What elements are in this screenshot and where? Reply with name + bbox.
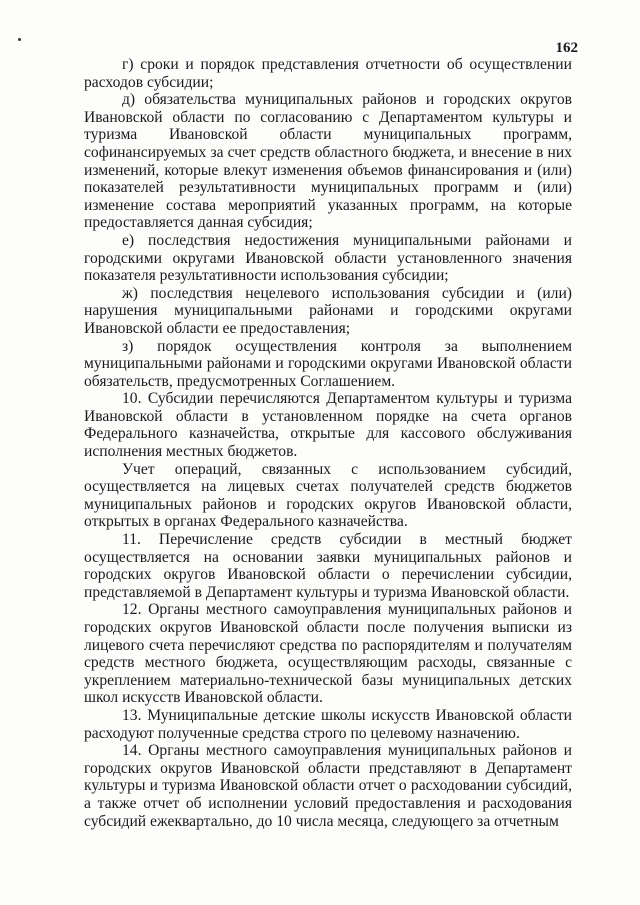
paragraph-10: 10. Субсидии перечисляются Департаментом культуры и туризма Ивановской области в установленном порядке на счета органов Федерального казначейства, открытые для кассового обслуживания исполнения местных бюджетов. [84, 390, 572, 461]
paragraph-item-zh: ж) последствия нецелевого использования субсидии и (или) нарушения муниципальными районами и городскими округами Ивановской области ее предоставления; [84, 284, 572, 337]
page-number: 162 [555, 40, 578, 56]
paragraph-13: 13. Муниципальные детские школы искусств Ивановской области расходуют полученные средства строго по целевому назначению. [84, 706, 572, 742]
paragraph-12: 12. Органы местного самоуправления муниципальных районов и городских округов Ивановской области после получения выписки из лицевого счета перечисляют средства по распорядителям и получателям средств местного бюджета, осуществляющим расходы, связанные с укреплением материально-технической базы муниципальных детских школ искусств Ивановской области. [84, 601, 572, 707]
paragraph-11: 11. Перечисление средств субсидии в местный бюджет осуществляется на основании заявки муниципальных районов и городских округов Ивановской области о перечислении субсидии, представляемой в Департамент культуры и туризма Ивановской области. [84, 531, 572, 601]
paragraph-item-e: е) последствия недостижения муниципальными районами и городскими округами Ивановской области установленного значения показателя результативности использования субсидии; [84, 231, 572, 285]
scan-speck [18, 38, 21, 41]
paragraph-item-z: з) порядок осуществления контроля за выполнением муниципальными районами и городскими округами Ивановской области обязательств, предусмотренных Соглашением. [84, 337, 572, 390]
document-body [84, 56, 572, 830]
paragraph-item-d: д) обязательства муниципальных районов и городских округов Ивановской области по согласованию с Департаментом культуры и туризма Ивановской области муниципальных программ, софинансируемых за счет средств областного бюджета, и внесение в них изменений, которые влекут изменения объемов финансирования и (или) показателей результативности муниципальных программ и (или) изменение состава мероприятий указанных программ, на которые предоставляется данная субсидия; [84, 91, 572, 232]
paragraph-10-accounting: Учет операций, связанных с использованием субсидий, осуществляется на лицевых счетах получателей средств бюджетов муниципальных районов и городских округов Ивановской области, открытых в органах Федерального казначейства. [84, 460, 572, 531]
paragraph-item-g: г) сроки и порядок представления отчетности об осуществлении расходов субсидии; [84, 56, 572, 91]
paragraph-14: 14. Органы местного самоуправления муниципальных районов и городских округов Ивановской области представляют в Департамент культуры и туризма Ивановской области отчет о расходовании субсидий, а также отчет об исполнении условий предоставления и расходования субсидий ежеквартально, до 10 числа месяца, следующего за отчетным [84, 742, 572, 830]
